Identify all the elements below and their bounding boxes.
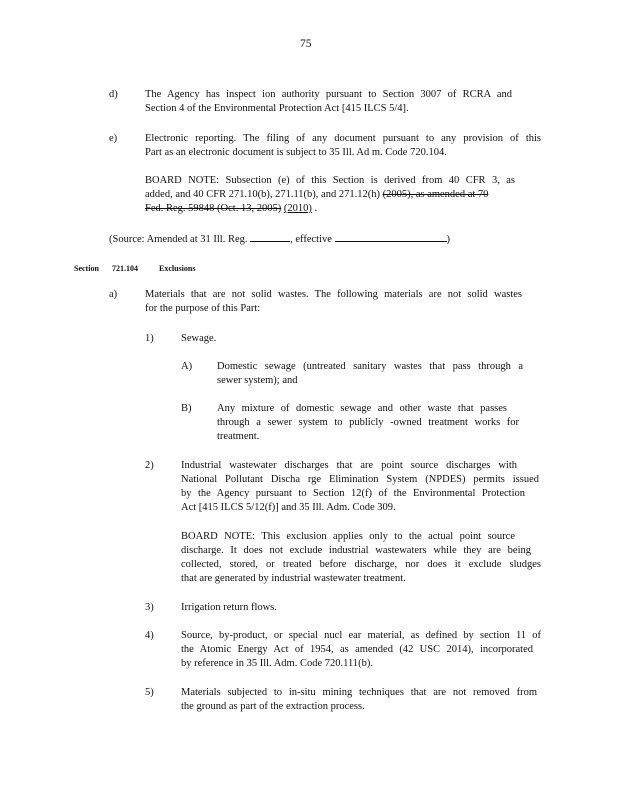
item-d-line-1: The Agency has inspect ion authority pursuant to Section 3007 of RCRA and — [145, 89, 512, 100]
item-4-line-2: the Atomic Energy Act of 1954, as amended (42 USC 2014), incorporated — [181, 644, 533, 655]
section-number: 721.104 — [112, 264, 138, 273]
blank-line — [250, 231, 290, 242]
item-1-text: Sewage. — [181, 333, 217, 344]
item-A-line-1: Domestic sewage (untreated sanitary wastes that pass through a — [217, 361, 523, 372]
item-B-line-3: treatment. — [217, 431, 260, 442]
board-note-2-line-2: discharge. It does not exclude industrial wastewaters while they are being — [181, 545, 531, 556]
item-4-line-1: Source, by-product, or special nucl ear material, as defined by section 11 of — [181, 630, 541, 641]
item-a-line-2: for the purpose of this Part: — [145, 303, 261, 314]
item-label-1: 1) — [145, 333, 154, 344]
section-word: Section — [74, 264, 99, 273]
board-note-1-line-1: BOARD NOTE: Subsection (e) of this Section is derived from 40 CFR 3, as — [145, 175, 515, 186]
board-note-2-line-1: BOARD NOTE: This exclusion applies only to the actual point source — [181, 531, 515, 542]
board-note-1-line-3 — [145, 202, 317, 216]
item-A-line-2: sewer system); and — [217, 375, 298, 386]
item-label-5: 5) — [145, 687, 154, 698]
item-2-line-1: Industrial wastewater discharges that are point source discharges with — [181, 460, 517, 471]
item-e-line-1: Electronic reporting. The filing of any document pursuant to any provision of this — [145, 133, 541, 144]
source-note — [109, 231, 450, 247]
item-label-3: 3) — [145, 602, 154, 613]
source-effective: , effective — [290, 234, 332, 245]
board-note-1-line-2 — [145, 188, 488, 202]
item-label-2: 2) — [145, 460, 154, 471]
item-B-line-2: through a sewer system to publicly -owned treatment works for — [217, 417, 519, 428]
item-label-d: d) — [109, 89, 118, 100]
item-4-line-3: by reference in 35 Ill. Adm. Code 720.111(b). — [181, 658, 373, 669]
item-5-line-1: Materials subjected to in-situ mining techniques that are not removed from — [181, 687, 537, 698]
inserted-text: (2010) — [283, 203, 312, 214]
item-2-line-2: National Pollutant Discha rge Elimination System (NPDES) permits issued — [181, 474, 539, 485]
item-3-text: Irrigation return flows. — [181, 602, 277, 613]
source-close: ) — [446, 234, 451, 245]
board-note-2-line-4: that are generated by industrial wastewater treatment. — [181, 573, 406, 584]
item-e-line-2: Part as an electronic document is subject to 35 Ill. Ad m. Code 720.104. — [145, 147, 447, 158]
item-2-line-4: Act [415 ILCS 5/12(f)] and 35 Ill. Adm. Code 309. — [181, 502, 396, 513]
item-label-a: a) — [109, 289, 118, 300]
item-label-4: 4) — [145, 630, 154, 641]
struck-text: (2005), as amended at 70 — [382, 189, 489, 200]
struck-text: Fed. Reg. 59848 (Oct. 13, 2005) — [145, 203, 282, 214]
item-5-line-2: the ground as part of the extraction process. — [181, 701, 365, 712]
item-2-line-3: by the Agency pursuant to Section 12(f) of the Environmental Protection — [181, 488, 525, 499]
page-number: 75 — [300, 38, 312, 50]
period: . — [314, 203, 318, 214]
item-label-B: B) — [181, 403, 192, 414]
item-label-A: A) — [181, 361, 193, 372]
blank-line — [335, 231, 447, 242]
item-label-e: e) — [109, 133, 118, 144]
source-text: (Source: Amended at 31 Ill. Reg. — [109, 234, 248, 245]
board-note-1-line-2-text: added, and 40 CFR 271.10(b), 271.11(b), and 271.12(h) — [145, 189, 383, 200]
section-title: Exclusions — [159, 264, 196, 273]
item-d-line-2: Section 4 of the Environmental Protection Act [415 ILCS 5/4]. — [145, 103, 409, 114]
item-B-line-1: Any mixture of domestic sewage and other waste that passes — [217, 403, 507, 414]
board-note-2-line-3: collected, stored, or treated before discharge, nor does it exclude sludges — [181, 559, 541, 570]
item-a-line-1: Materials that are not solid wastes. The following materials are not solid wastes — [145, 289, 522, 300]
